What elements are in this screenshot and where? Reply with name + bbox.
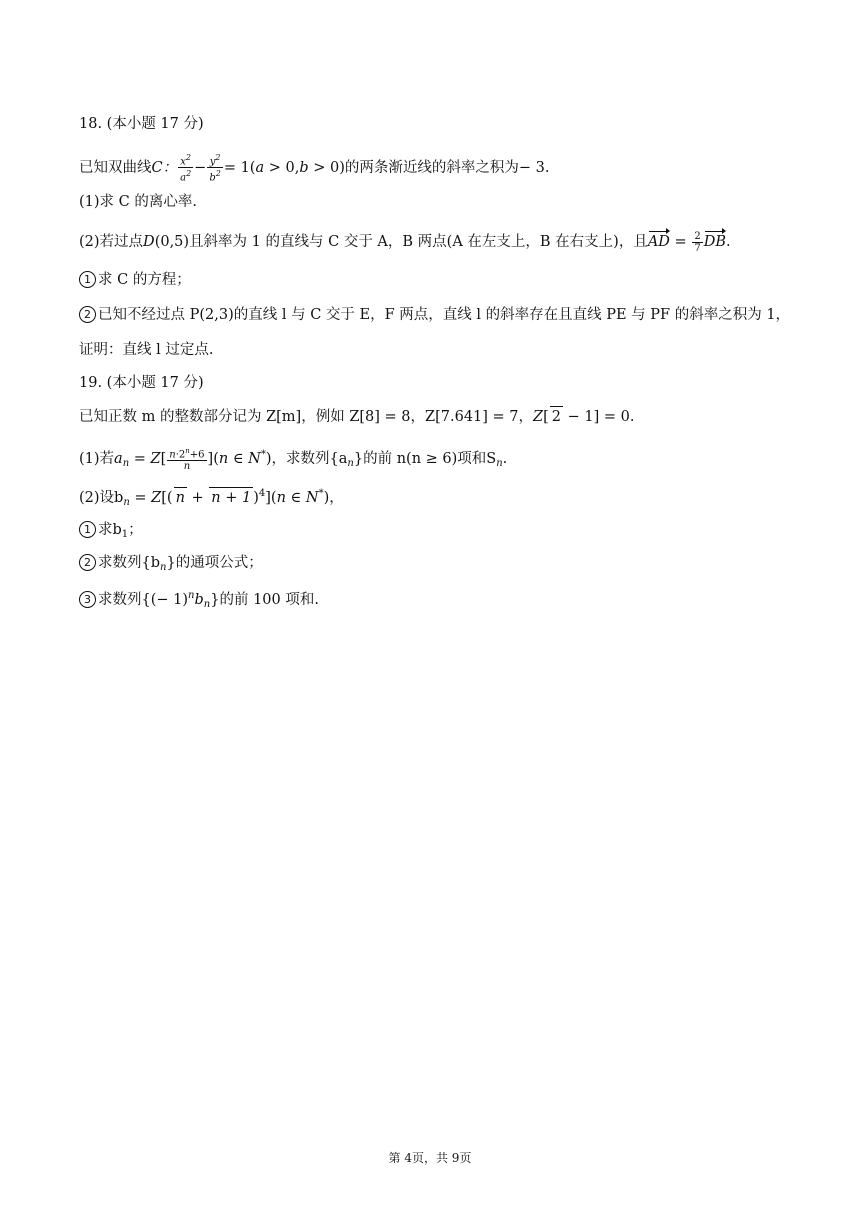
- q18-stem-prefix: 已知双曲线: [79, 159, 152, 176]
- math-point-d: D(0,5): [143, 234, 190, 250]
- q18-sub2-line2: 证明：直线 l 过定点.: [79, 342, 214, 358]
- q19-sub2: 2 求数列$\{b_n\}$的通项公式；: [79, 553, 263, 578]
- q19-sub3-text: 求数列{(− 1): [98, 592, 189, 608]
- math-curve-c: C：: [151, 159, 178, 176]
- q19-sub2-tail: }的通项公式；: [166, 555, 263, 571]
- q18-part2-text: 且斜率为 1 的直线与 C 交于 A，B 两点(A 在左支上，B 在右支上)，且: [189, 234, 648, 250]
- math-condition: = 1(a > 0,b > 0): [223, 159, 345, 176]
- q19-header: 19. (本小题 17 分): [79, 375, 204, 391]
- q19-stem: [79, 406, 634, 427]
- q18-sub1-text: 求 C 的方程；: [98, 272, 191, 288]
- q19-part1-tail: }的前 n(n ≥ 6)项和S: [353, 451, 497, 467]
- q18-part1: (1)求 C 的离心率.: [79, 194, 197, 210]
- math-frac-y2b2: $\frac{y^2}{b^2}$: [209, 153, 221, 184]
- q18-sub2: [79, 305, 790, 325]
- circled-number-icon: 1: [79, 271, 96, 288]
- q19-sub3-tail: }的前 100 项和.: [210, 592, 319, 608]
- q19-sub3: 3 求数列{(− $1)^nb_n$}的前 100 项和.: [79, 586, 319, 615]
- math-bn-def: = Z[( n + n + 1 )$^4$](n ∈ N*)，: [129, 488, 344, 506]
- q18-part2-prefix: (2)若过点: [79, 234, 144, 250]
- circled-number-icon: 2: [79, 306, 96, 323]
- q18-header: 18. (本小题 17 分): [79, 116, 204, 132]
- q19-stem-text: 已知正数 m 的整数部分记为 Z[m]，例如 Z[8] = 8，Z[7.641] = 7，: [79, 409, 534, 425]
- math-vector-relation: AD = $\frac{2}{7}$ DB: [647, 230, 726, 254]
- q18-stem: 已知双曲线C： $\frac{x^2}{a^2}$ − $\frac{y^2}{b^2}$ = 1(a > 0,b > 0)的两条渐近线的斜率之积为− 3.: [79, 153, 550, 184]
- circled-number-icon: 3: [79, 591, 96, 608]
- math-an-def: $a_n = Z$[ $\frac{n\cdot 2^n+6}{n}$ ](n ∈ N*): [114, 446, 272, 473]
- circled-number-icon: 1: [79, 521, 96, 538]
- math-z-sqrt: Z[ 2 − 1] = 0.: [533, 409, 634, 425]
- q18-stem-suffix: 的两条渐近线的斜率之积为− 3.: [344, 159, 550, 176]
- q19-part1-suffix: ，求数列{a: [271, 451, 348, 467]
- q19-part1: (1)若$a_n = Z$[ $\frac{n\cdot 2^n+6}{n}$ ](n ∈ N*)，求数列$\{a_n\}$的前 n(n ≥ 6)项和$S_n$.: [79, 446, 508, 473]
- q19-part2: (2)设$b_n = Z$[( n + n + 1 )$^4$](n ∈ N*)，: [79, 488, 344, 508]
- q18-sub1: [79, 270, 191, 290]
- q19-sub1-text: 求b: [98, 522, 122, 538]
- q18-part2: (2)若过点D(0,5)且斜率为 1 的直线与 C 交于 A，B 两点(A 在左支上，B 在右支上)，且AD = $\frac{2}{7}$ DB.: [79, 230, 731, 254]
- q18-sub2-line1: 已知不经过点 P(2,3)的直线 l 与 C 交于 E，F 两点，直线 l 的斜率存在且直线 PE 与 PF 的斜率之积为 1，: [98, 307, 791, 323]
- math-frac-x2a2: $\frac{x^2}{a^2}$: [180, 153, 192, 184]
- circled-number-icon: 2: [79, 554, 96, 571]
- q19-part2-prefix: (2)设b: [79, 490, 124, 506]
- q19-sub2-text: 求数列{b: [98, 555, 161, 571]
- page-footer: 第 4页，共 9页: [388, 1151, 472, 1165]
- q19-sub1: 1 求$b_1$；: [79, 520, 143, 545]
